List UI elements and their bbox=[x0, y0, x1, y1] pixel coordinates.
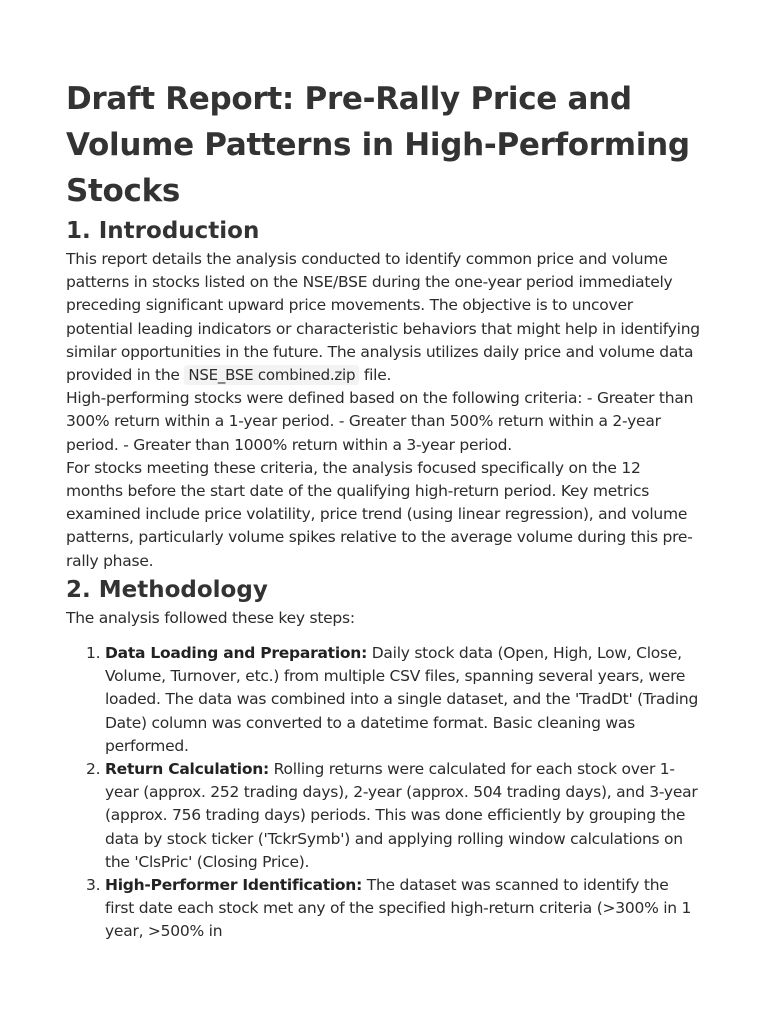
intro-paragraph-1-text: This report details the analysis conducted to identify common price and volume patterns in stocks listed on the NSE/BSE during the one-year period immediately preceding significant upward price movements. The objective is to uncover potential leading indicators or characteristic behaviors that might help in identifying similar opportunities in the future. The analysis utilizes daily price and volume data provided in the bbox=[66, 250, 700, 385]
intro-paragraph-3: For stocks meeting these criteria, the analysis focused specifically on the 12 months before the start date of the qualifying high-return period. Key metrics examined include price volatility, price trend (using linear regression), and volume patterns, particularly volume spikes relative to the average volume during this pre-rally phase. bbox=[66, 458, 693, 570]
step-label: Data Loading and Preparation: bbox=[105, 644, 368, 663]
step-text: Rolling returns were calculated for each stock over 1-year (approx. 252 trading days), 2-year (approx. 504 trading days), and 3-year (approx. 756 trading days) periods. This was done efficiently by grouping the data by stock ticker ('TckrSymb') and applying rolling window calculations on the 'ClsPric' (Closing Price). bbox=[105, 760, 698, 871]
step-text: The dataset was scanned to identify the first date each stock met any of the specified high-return criteria (>300% in 1 year, >500% in bbox=[105, 876, 692, 941]
step-label: High-Performer Identification: bbox=[105, 876, 363, 895]
methodology-steps-list bbox=[66, 642, 702, 944]
list-item bbox=[105, 874, 702, 944]
intro-paragraph-2: High-performing stocks were defined based on the following criteria: - Greater than 300% return within a 1-year period. - Greater than 500% return within a 2-year period. - Greater than 1000% return within a 3-year period. bbox=[66, 389, 694, 454]
section-heading-methodology: 2. Methodology bbox=[66, 576, 268, 603]
document-title: Draft Report: Pre-Rally Price and Volume Patterns in High-Performing Stocks bbox=[66, 81, 690, 209]
step-label: Return Calculation: bbox=[105, 760, 269, 779]
intro-paragraph-1-tail: file. bbox=[359, 366, 392, 385]
methodology-intro: The analysis followed these key steps: bbox=[66, 608, 355, 627]
list-item bbox=[105, 758, 702, 874]
section-heading-introduction: 1. Introduction bbox=[66, 218, 260, 244]
intro-paragraph-1 bbox=[66, 248, 702, 387]
inline-code-filename: NSE_BSE combined.zip bbox=[184, 365, 359, 385]
step-text: Daily stock data (Open, High, Low, Close, Volume, Turnover, etc.) from multiple CSV files, spanning several years, were loaded. The data was combined into a single dataset, and the 'TradDt' (Trading Date) column was converted to a datetime format. Basic cleaning was performed. bbox=[105, 644, 699, 755]
list-item bbox=[105, 642, 702, 758]
